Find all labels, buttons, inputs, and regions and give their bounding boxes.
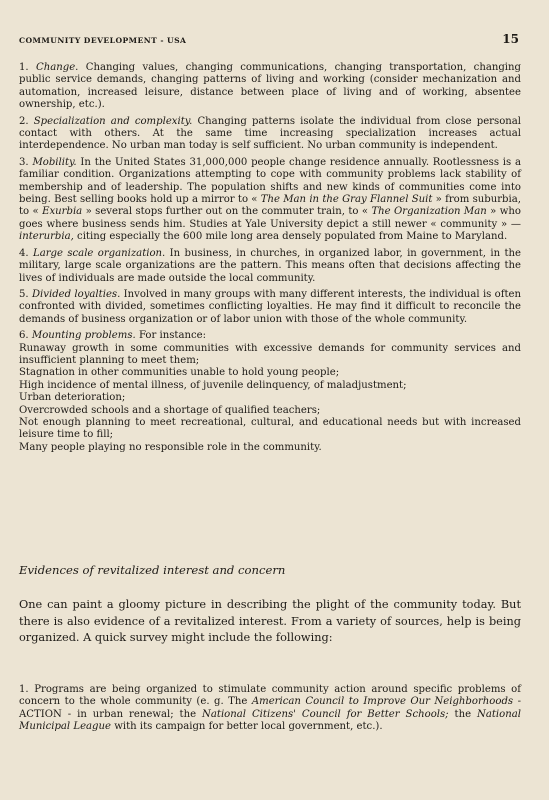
item-number: 1. [19,684,29,696]
item-text: In the United States 31,000,000 people change residence annually. Rootlessness is a familiar condition. Organizations attempting to cope with community problems lack stability of membership and of leadership. The population shifts and new kinds of communities come into being. Best selling books hold up a mirror to « [19,156,522,206]
problem-item: High incidence of mental illness, of juvenile delinquency, of maladjustment; [19,379,407,391]
list-item-specialization [19,116,521,153]
list-item-change [19,62,521,112]
item-label: Change. [35,62,79,73]
organization-name: American Council to Improve Our Neighborhoods [251,696,514,708]
program-item [19,684,521,733]
item-number: 1. [19,62,29,73]
list-item-large-scale-organization [19,248,521,285]
factor-list [19,62,521,458]
item-label: Large scale organization. [33,247,166,259]
list-item-mobility [19,157,521,244]
item-number: 2. [19,115,29,127]
problem-item: Many people playing no responsible role in the community. [19,441,322,453]
organization-name: National Citizens' Council for Better Schools; [202,708,449,720]
problem-item: Overcrowded schools and a shortage of qualified teachers; [19,404,321,416]
section-heading: Evidences of revitalized interest and concern [19,563,286,577]
item-label: Divided loyalties. [31,288,121,300]
item-text: » who goes where business sends him. Studies at Yale University depict a still newer « community » — [19,206,521,230]
item-lead [19,330,521,342]
problem-list [19,343,521,455]
item-label: Mobility. [32,156,77,168]
item-text: - ACTION - in urban renewal; the [19,696,521,720]
item-number: 6. [19,330,29,342]
problem-item: Runaway growth in some communities with excessive demands for community services and insufficient planning to meet them; [19,342,521,366]
item-label: Specialization and complexity. [33,115,193,127]
item-text: » from suburbia, to « [19,194,521,218]
problem-item: Stagnation in other communities unable to hold young people; [19,367,340,379]
book-title: The Organization Man [371,206,487,218]
item-text: In business, in churches, in organized labor, in government, in the military, large scale organizations are the pattern. This means often that decisions affecting the lives of individuals are made outside the local community. [19,247,521,284]
problem-item: Not enough planning to meet recreational, cultural, and educational needs but with increased leisure time to fill; [19,416,521,441]
item-number: 5. [19,288,29,300]
organization-name: National Municipal League [19,708,521,732]
intro-paragraph: One can paint a gloomy picture in describing the plight of the community today. But there is also evidence of a revitalized interest. From a variety of sources, help is being organized. A quick survey might include the following: [19,598,521,644]
item-text: For instance: [138,330,207,342]
item-text: the [454,708,472,720]
item-text: Changing patterns isolate the individual from close personal contact with others. At the same time increasing specialization increases actual interdependence. No urban man today is self sufficient. No urban community is independent. [19,115,522,152]
item-text: » several stops further out on the commuter train, to « [85,206,369,218]
item-number: 3. [19,156,29,168]
item-text: Programs are being organized to stimulate community action around specific problems of concern to the whole community (e. g. The [19,684,521,708]
problem-item: Urban deterioration; [19,392,126,404]
item-text: with its campaign for better local government, etc.). [114,720,383,732]
list-item-divided-loyalties [19,289,521,326]
running-head [19,32,519,48]
book-title: Exurbia [42,206,83,218]
item-label: Mounting problems. [31,330,136,342]
term: interurbia, [19,231,74,243]
book-title: The Man in the Gray Flannel Suit [260,194,433,206]
item-text: Changing values, changing communications, changing transportation, changing public service demands, changing patterns of living and working (consider mechanization and automation, increased leisure, distance between place of living and of working, absentee ownership, etc.). [19,62,521,111]
item-number: 4. [19,247,29,259]
item-text: Involved in many groups with many different interests, the individual is often confronted with divided, sometimes conflicting loyalties. He may find it difficult to reconcile the demands of business organization or of labor union with those of the whole community. [19,288,522,325]
page-number: 15 [502,32,519,46]
list-item-mounting-problems [19,330,521,454]
item-text: citing especially the 600 mile long area densely populated from Maine to Maryland. [77,231,508,243]
running-title: COMMUNITY DEVELOPMENT - USA [19,36,187,45]
